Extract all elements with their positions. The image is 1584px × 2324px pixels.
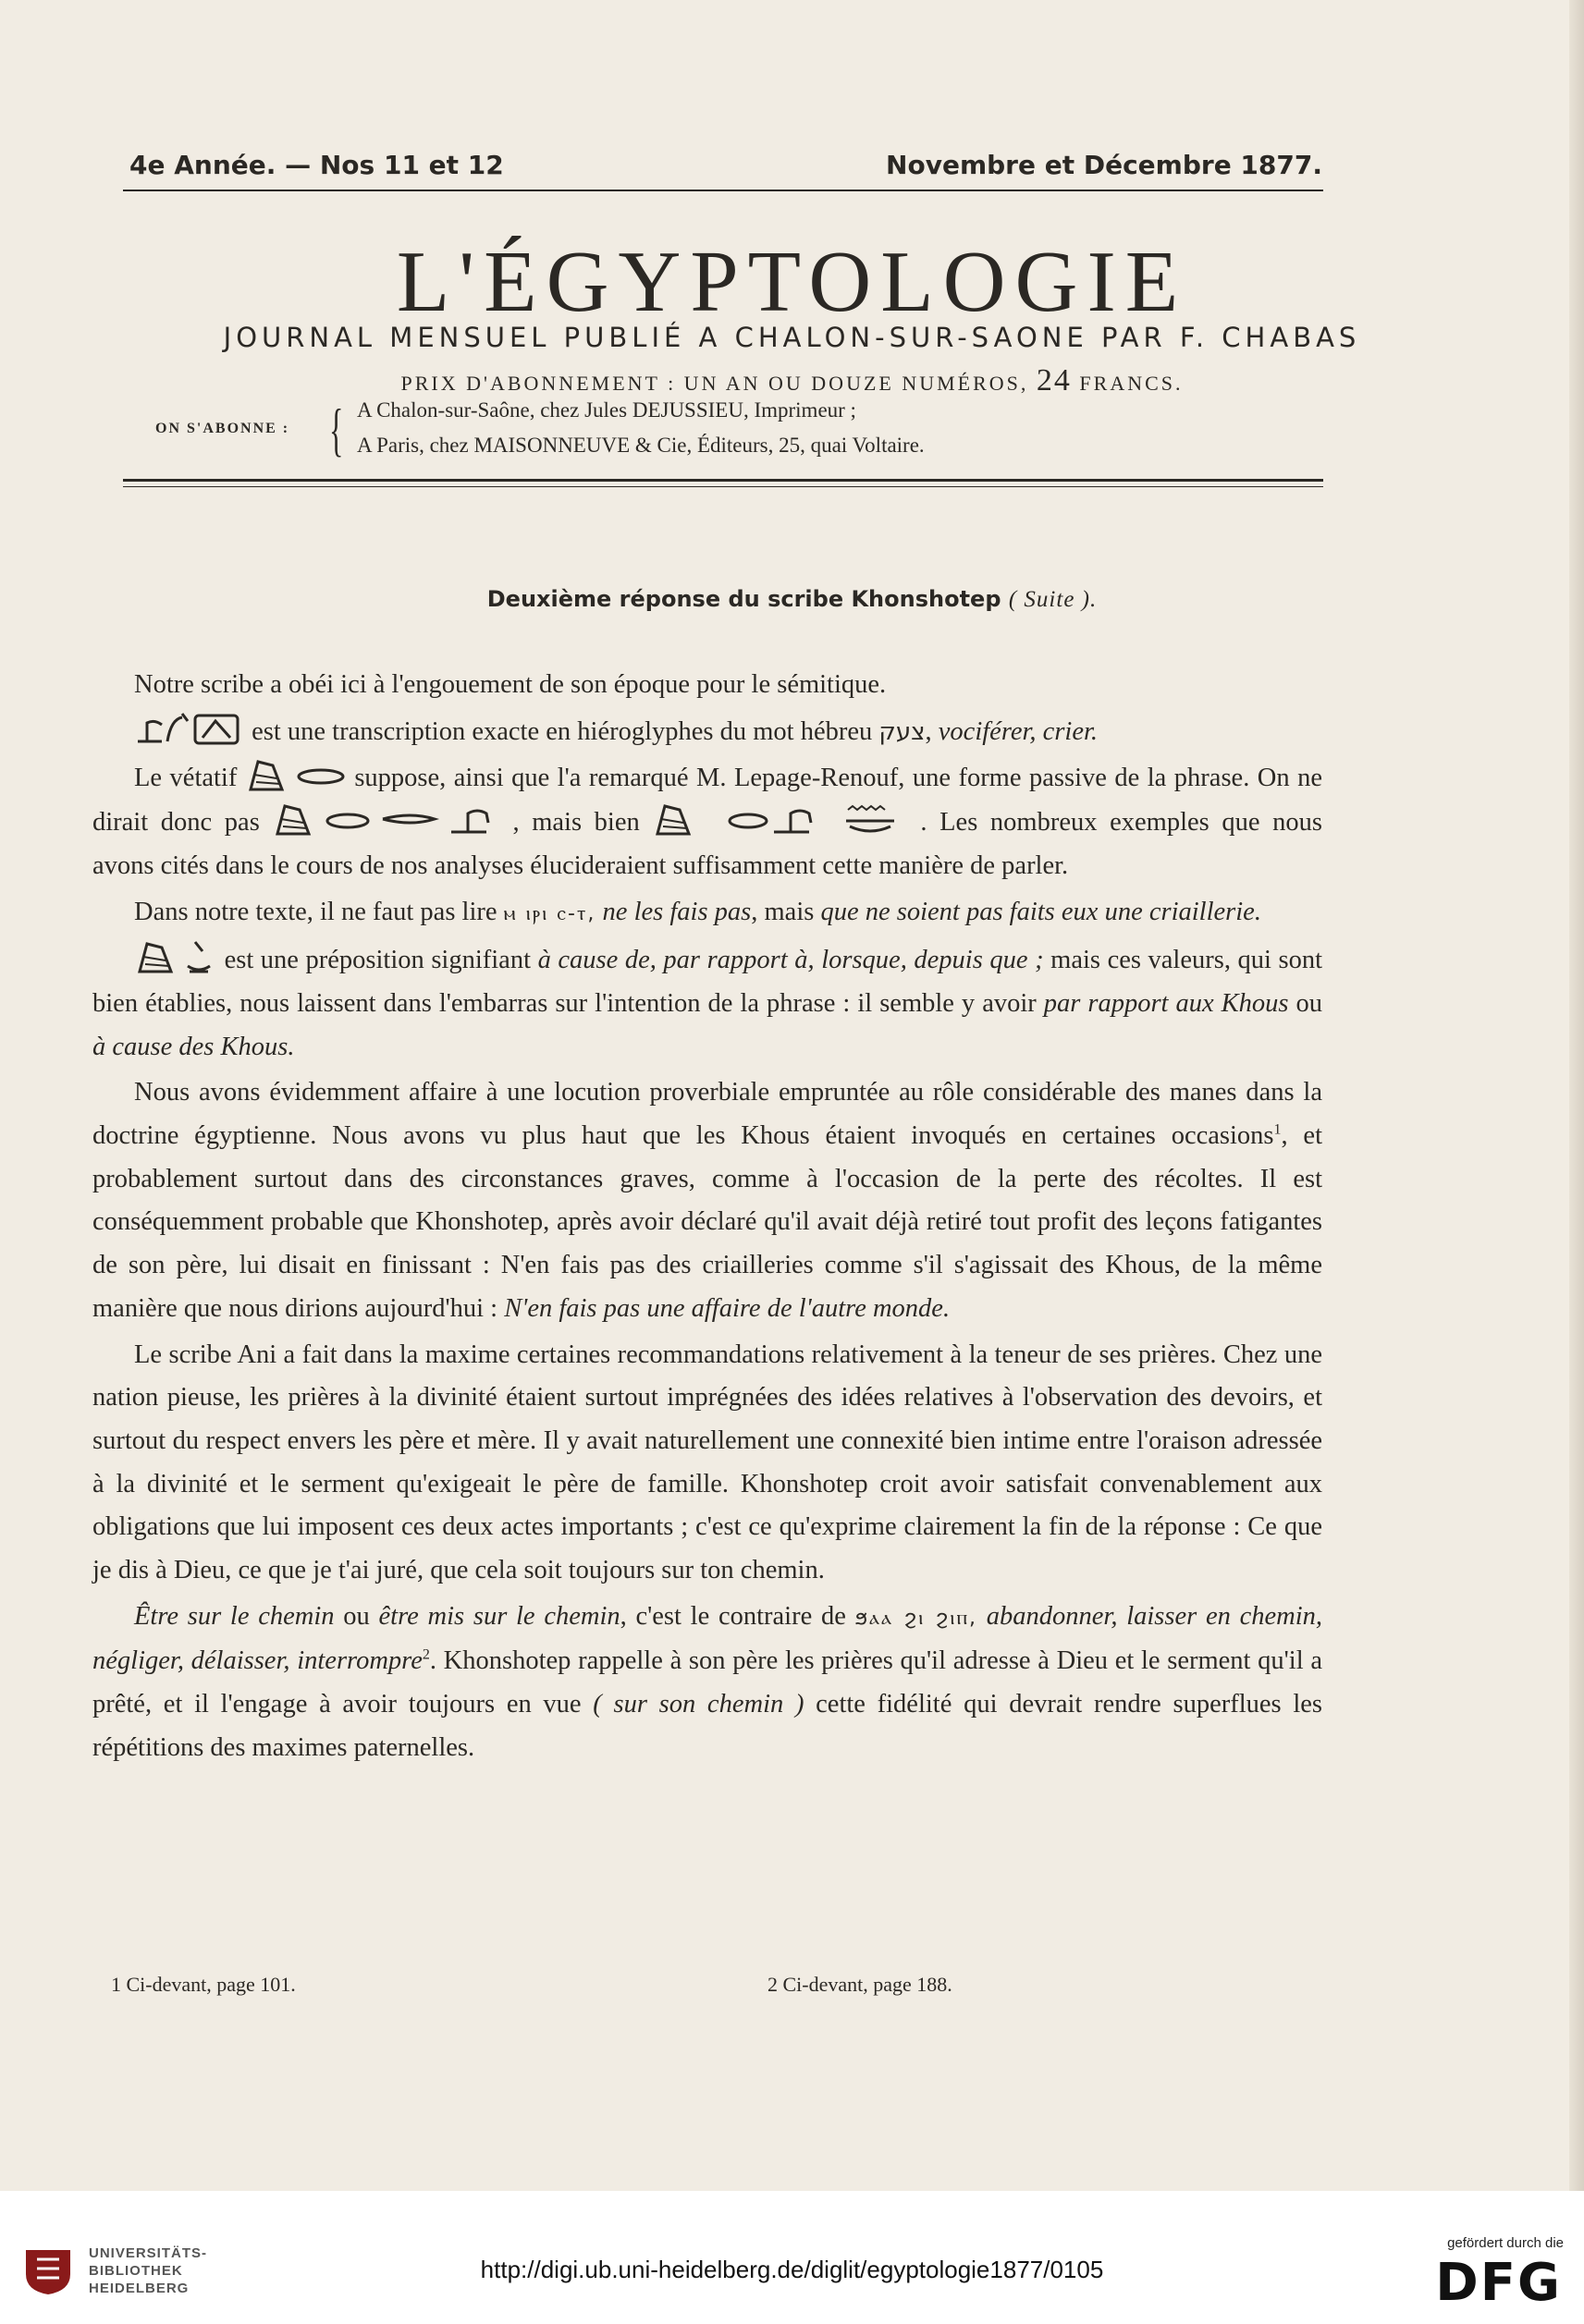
footnote-ref-2[interactable]: 2 — [422, 1646, 430, 1663]
paragraph-4: Dans notre texte, il ne faut pas lire ⲙ ⲓⲣⲓ ⲥ-ⲧ, ne les fais pas, mais que ne soient pas faits eux une criaillerie. — [134, 897, 1261, 926]
library-name: UNIVERSITÄTS- BIBLIOTHEK HEIDELBERG — [89, 2245, 208, 2296]
funding-note: gefördert durch die — [1447, 2235, 1564, 2251]
paragraph-5: est une préposition signifiant à cause de, par rapport à, lorsque, depuis que ; mais ces valeurs, qui sont bien établies, nous laissent dans l'embarras sur l'intention de la phrase : il semble y avoir par rapport aux Khous ou à cause des Khous. — [92, 938, 1322, 1069]
paragraph-2: est une transcription exacte en hiéroglyphes du mot hébreu צעק, vociférer, crier. — [92, 710, 1322, 754]
issue-date: Novembre et Décembre 1877. — [886, 150, 1322, 180]
price-text: PRIX D'ABONNEMENT : UN AN OU DOUZE NUMÉROS, — [400, 372, 1029, 395]
owl-mouth-hieroglyph-icon — [245, 756, 347, 793]
coptic-phrase-2: ϧⲁⲁ ϩⲓ ϩⲓⲡ, — [854, 1606, 978, 1630]
permalink[interactable]: http://digi.ub.uni-heidelberg.de/diglit/egyptologie1877/0105 — [480, 2256, 1104, 2283]
subscribe-label: ON S'ABONNE : — [155, 421, 290, 436]
paragraph-3: Le vétatif suppose, ainsi que l'a remarqué M. Lepage-Renouf, une forme passive de la phrase. On ne dirait donc pas , mais bien . Les nombreux exemples que nous avons cités dans le cours de nos analyses élucideraient suffisamment cette manière de parler. — [92, 756, 1322, 887]
issue-header — [129, 150, 1322, 180]
digitization-footer — [0, 2191, 1584, 2324]
subscribe-paris: A Paris, chez MAISONNEUVE & Cie, Éditeurs, 25, quai Voltaire. — [357, 434, 925, 457]
hieroglyph-group-icon — [134, 710, 245, 747]
paragraph-6: Nous avons évidemment affaire à une locution proverbiale empruntée au rôle considérable des manes dans la doctrine égyptienne. Nous avons vu plus haut que les Khous étaient invoqués en certaines occasions$^1$, et probablement surtout dans des circonstances graves, comme à l'occasion de la perte des récoltes. Il est conséquemment probable que Khonshotep, après avoir déclaré qu'il avait déjà retiré tout profit des leçons fatigantes de son père, lui disait en finissant : N'en fais pas des criailleries comme s'il s'agissait des Khous, de la même manière que nous dirions aujourd'hui : N'en fais pas une affaire de l'autre monde. — [92, 1078, 1322, 1323]
owl-preposition-hieroglyph-icon — [134, 938, 217, 975]
issue-number: 4e Année. — Nos 11 et 12 — [129, 150, 504, 180]
dfg-logo: DFG — [1435, 2253, 1562, 2313]
hebrew-word: צעק — [878, 717, 926, 746]
masthead-rule-top — [123, 479, 1323, 482]
footnote-2: 2 Ci-devant, page 188. — [767, 1973, 952, 1996]
paragraph-1: Notre scribe a obéi ici à l'engouement de son époque pour le sémitique. — [134, 670, 887, 699]
article-title-text: Deuxième réponse du scribe Khonshotep — [486, 586, 1001, 612]
journal-title: L'ÉGYPTOLOGIE — [396, 234, 1188, 330]
price-unit: FRANCS. — [1079, 372, 1184, 395]
footnotes — [111, 1973, 1128, 1997]
price-amount: 24 — [1036, 363, 1072, 398]
header-rule — [123, 190, 1323, 191]
brace-icon: { — [329, 397, 344, 462]
article-title — [0, 586, 1584, 613]
owl-mouth-water-hieroglyph-icon — [652, 801, 920, 838]
paragraph-8: Être sur le chemin ou être mis sur le chemin, c'est le contraire de ϧⲁⲁ ϩⲓ ϩⲓⲡ, abandonner, laisser en chemin, négliger, délaisser, interrompre$^2$. Khonshotep rappelle à son père les prières qu'il adresse à Dieu et le serment qu'il a prêté, et il l'engage à avoir toujours en vue ( sur son chemin ) cette fidélité qui devrait rendre superflues les répétitions des maximes paternelles. — [92, 1601, 1323, 1762]
article-body — [92, 664, 1322, 1770]
article-suite: ( Suite ). — [1008, 587, 1098, 612]
paragraph-7: Le scribe Ani a fait dans la maxime certaines recommandations relativement à la teneur de ses prières. Chez une nation pieuse, les prières à la divinité étaient surtout imprégnées des idées relatives à l'observation des devoirs, et surtout du respect envers les père et mère. Il y avait naturellement une connexité bien intime entre l'oraison adressée à la divinité et le serment qu'exigeait le père de famille. Khonshotep croit avoir satisfait convenablement aux obligations que lui imposent ces deux actes importants ; c'est ce qu'exprime clairement la fin de la réponse : Ce que je dis à Dieu, ce que je t'ai juré, que cela soit toujours sur ton chemin. — [92, 1339, 1322, 1585]
footnote-1: 1 Ci-devant, page 101. — [111, 1973, 296, 1996]
coptic-phrase: ⲙ ⲓⲣⲓ ⲥ-ⲧ, — [503, 901, 596, 925]
masthead-rule-bottom — [123, 486, 1323, 487]
owl-mouth-arm-hieroglyph-icon — [272, 801, 512, 838]
subscribe-chalon: A Chalon-sur-Saône, chez Jules DEJUSSIEU, Imprimeur ; — [357, 398, 856, 422]
footnote-ref-1[interactable]: 1 — [1273, 1121, 1282, 1138]
journal-subtitle: JOURNAL MENSUEL PUBLIÉ A CHALON-SUR-SAONE PAR F. CHABAS — [223, 322, 1361, 353]
